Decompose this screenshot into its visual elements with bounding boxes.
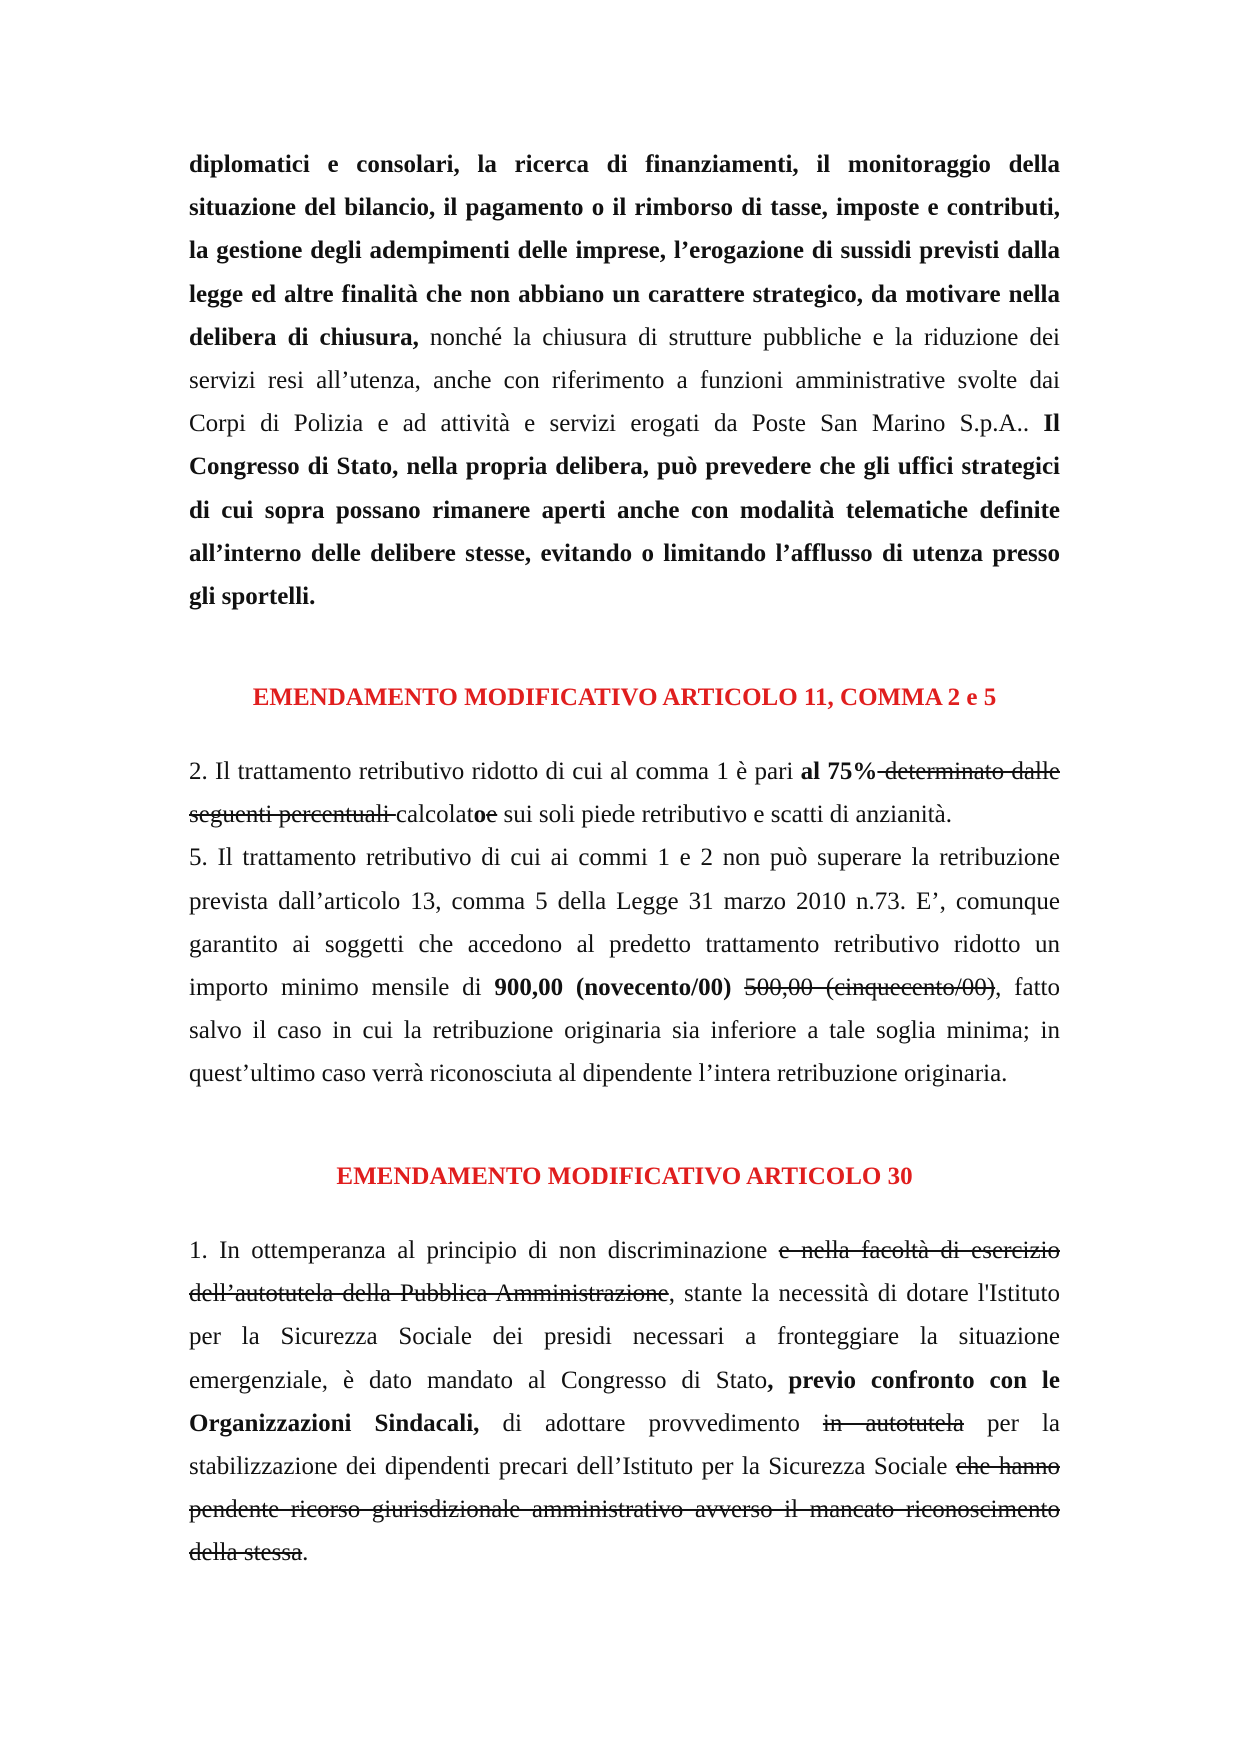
inserted-bold-text: al 75% [800, 758, 878, 785]
deleted-text: 500,00 (cinquecento/00) [744, 974, 996, 1002]
regular-text: . [302, 1539, 309, 1567]
inserted-bold-text: , previo confronto con le Organizzazioni Sindacali, [189, 1366, 1060, 1437]
bold-text: Il Congresso di Stato, nella propria delibera, può prevedere che gli uffici strategici di cui sopra possano rimanere aperti anche con modalità telematiche definite all’interno delle delibere stesse, evitando o limitando l’afflusso di utenza presso gli sportelli. [189, 410, 1060, 611]
deleted-text: e nella facoltà di esercizio dell’autotutela della Pubblica Amministrazione [189, 1237, 1060, 1308]
inserted-bold-text: o [473, 801, 487, 829]
deleted-text: in autotutela [822, 1409, 964, 1437]
comma-5 [189, 844, 1060, 1087]
regular-text: calcolat [395, 801, 474, 829]
bold-text: diplomatici e consolari, la ricerca di finanziamenti, il monitoraggio della situazione del bilancio, il pagamento o il rimborso di tasse, imposte e contributi, la gestione degli adempimenti delle imprese, l’erogazione di sussidi previsti dalla legge ed altre finalità che non abbiano un carattere strategico, da motivare nella delibera di chiusura, [189, 151, 1060, 351]
deleted-text: che hanno pendente ricorso giurisdizionale amministrativo avverso il mancato riconoscimento della stessa [189, 1453, 1060, 1567]
paragraph-article-30 [189, 1229, 1060, 1575]
inserted-bold-text: 900,00 (novecento/00) [494, 974, 732, 1002]
regular-text: 5. Il trattamento retributivo di cui ai commi 1 e 2 non può superare la retribuzione prevista dall’articolo 13, comma 5 della Legge 31 marzo 2010 n.73. E’, comunque garantito ai soggetti che accedono al predetto trattamento retributivo ridotto un importo minimo mensile di [189, 844, 1060, 1002]
regular-text: 2. Il trattamento retributivo ridotto di cui al comma 1 è pari [189, 758, 801, 785]
regular-text: , stante la necessità di dotare l'Istituto per la Sicurezza Sociale dei presidi necessari a fronteggiare la situazione emergenziale, è dato mandato al Congresso di Stato [189, 1280, 1060, 1394]
paragraph-closure-strategic-offices [189, 143, 1060, 618]
regular-text [731, 974, 744, 1001]
regular-text: nonché la chiusura di strutture pubbliche e la riduzione dei servizi resi all’utenza, anche con riferimento a funzioni amministrative svolte dai Corpi di Polizia e ad attività e servizi erogati da Poste San Marino S.p.A.. [189, 323, 1060, 438]
regular-text: di adottare provvedimento [479, 1409, 823, 1437]
deleted-text: e [486, 801, 498, 829]
regular-text: per la stabilizzazione dei dipendenti precari dell’Istituto per la Sicurezza Sociale [189, 1409, 1060, 1481]
heading-article-30: EMENDAMENTO MODIFICATIVO ARTICOLO 30 [336, 1163, 913, 1190]
paragraph-article-11 [189, 750, 1060, 1096]
regular-text: 1. In ottemperanza al principio di non discriminazione [189, 1237, 779, 1264]
deleted-text: determinato dalle seguenti percentuali [189, 758, 1060, 829]
comma-2 [189, 758, 1060, 828]
heading-article-11: EMENDAMENTO MODIFICATIVO ARTICOLO 11, COMMA 2 e 5 [252, 684, 997, 711]
regular-text: , fatto salvo il caso in cui la retribuzione originaria sia inferiore a tale soglia minima; in quest’ultimo caso verrà riconosciuta al dipendente l’intera retribuzione originaria. [189, 974, 1060, 1088]
regular-text: sui soli piede retributivo e scatti di anzianità. [497, 801, 952, 829]
